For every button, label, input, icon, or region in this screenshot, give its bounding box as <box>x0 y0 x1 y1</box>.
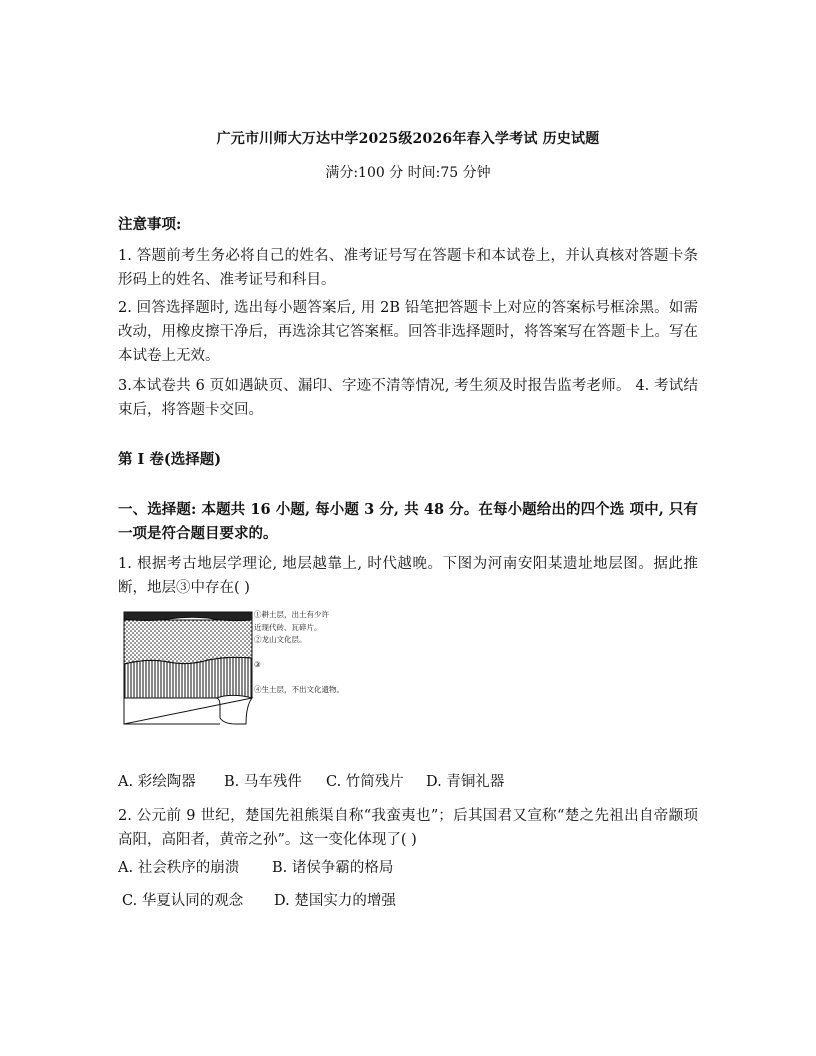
label-layer-2: ②龙山文化层。 <box>254 635 307 644</box>
q1-option-b: B. 马车残件 <box>224 774 302 790</box>
notice-item-2: 2. 回答选择题时, 选出每小题答案后, 用 2B 铅笔把答题卡上对应的答案标号框涂黑。如需改动，用橡皮擦干净后，再选涂其它答案框。回答非选择题时，将答案写在答题卡上。写在本试卷上无效。 <box>118 300 698 364</box>
question-1-stem: 1. 根据考古地层学理论, 地层越靠上, 时代越晚。下图为河南安阳某遗址地层图。据此推断，地层③中存在( ) <box>118 556 698 596</box>
section-title: 第 I 卷(选择题) <box>118 451 222 468</box>
stratigraphy-diagram <box>118 606 358 730</box>
label-layer-1a: ①耕土层，出土有少许 <box>254 610 329 619</box>
layer-1-shape <box>124 612 252 621</box>
stratigraphy-figure <box>118 606 358 730</box>
q1-option-d: D. 青铜礼器 <box>426 774 505 790</box>
question-2-stem: 2. 公元前 9 世纪，楚国先祖熊渠自称“我蛮夷也”；后其国君又宣称“楚之先祖出自帝颛顼高阳，高阳者，黄帝之孙”。这一变化体现了( ) <box>118 808 698 848</box>
q2-option-b: B. 诸侯争霸的格局 <box>272 860 394 876</box>
notice-item-3: 3.本试卷共 6 页如遇缺页、漏印、字迹不清等情况, 考生须及时报告监考老师。 4. 考试结束后，将答题卡交回。 <box>118 378 698 418</box>
q2-option-a: A. 社会秩序的崩溃 <box>118 860 240 876</box>
notice-item-1: 1. 答题前考生务必将自己的姓名、准考证号写在答题卡和本试卷上，并认真核对答题卡条形码上的姓名、准考证号和科目。 <box>118 248 698 288</box>
q2-option-d: D. 楚国实力的增强 <box>274 893 396 909</box>
section-instruction: 一、选择题: 本题共 16 小题, 每小题 3 分, 共 48 分。在每小题给出的四个选 项中, 只有一项是符合题目要求的。 <box>118 501 698 542</box>
layer-4-shape <box>124 698 252 724</box>
notice-heading: 注意事项: <box>118 216 182 233</box>
exam-title: 广元市川师大万达中学2025级2026年春入学考试 历史试题 <box>216 131 600 147</box>
label-layer-3: ③ <box>254 660 261 669</box>
q2-option-c: C. 华夏认同的观念 <box>122 893 244 909</box>
label-layer-1b: 近现代砖、瓦碎片。 <box>254 623 322 632</box>
q1-option-a: A. 彩绘陶器 <box>118 774 196 790</box>
layer-2-shape <box>124 620 252 664</box>
q1-option-c: C. 竹简残片 <box>326 774 404 790</box>
label-layer-4: ④生土层，不出文化遗物。 <box>254 685 344 694</box>
exam-subtitle: 满分:100 分 时间:75 分钟 <box>325 165 491 181</box>
